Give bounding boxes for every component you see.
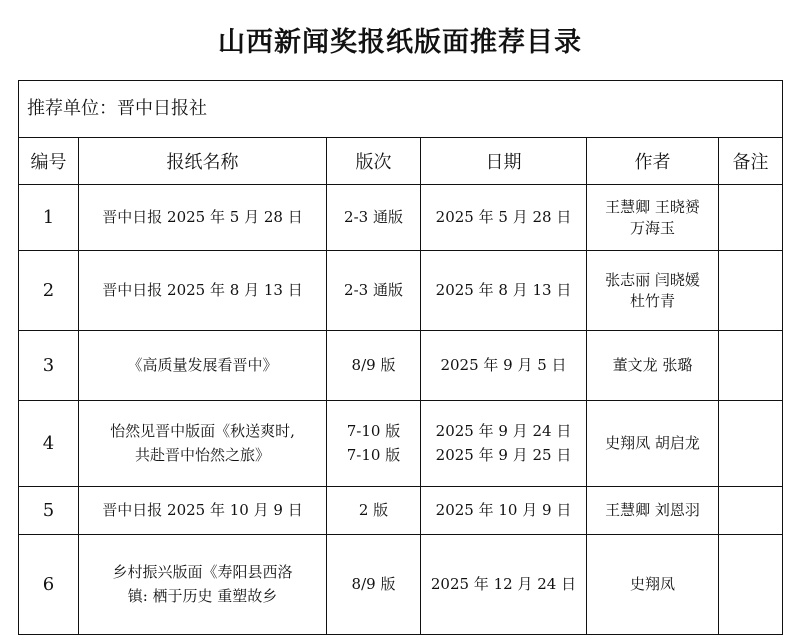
- cell-date: [421, 331, 587, 401]
- cell-date: [421, 401, 587, 487]
- cell-name: [79, 185, 327, 251]
- date-line: 2025 年 9 月 24 日: [435, 422, 572, 441]
- date-line: 2025 年 10 月 9 日: [435, 500, 572, 519]
- cell-author: [587, 251, 719, 331]
- table-row: [19, 251, 783, 331]
- table-row: [19, 185, 783, 251]
- name-line: 晋中日报 2025 年 8 月 13 日: [102, 280, 303, 299]
- date-line: 2025 年 9 月 5 日: [440, 355, 567, 374]
- cell-edition: [327, 185, 421, 251]
- cell-name: [79, 401, 327, 487]
- name-line: 共赴晋中怡然之旅》: [134, 445, 270, 464]
- name-line: 怡然见晋中版面《秋送爽时,: [110, 422, 295, 441]
- cell-remark: [719, 401, 783, 487]
- cell-date: [421, 251, 587, 331]
- author-line: 史翔凤 胡启龙: [605, 434, 700, 452]
- cell-date: [421, 487, 587, 535]
- cell-remark: [719, 487, 783, 535]
- edition-line: 2-3 通版: [344, 280, 403, 299]
- cell-no: 5: [19, 487, 79, 535]
- cell-date: [421, 535, 587, 635]
- header-row: [19, 138, 783, 185]
- cell-edition: [327, 487, 421, 535]
- header-date: 日期: [421, 138, 587, 185]
- cell-no: 6: [19, 535, 79, 635]
- cell-no: 2: [19, 251, 79, 331]
- cell-author: [587, 535, 719, 635]
- cell-author: [587, 487, 719, 535]
- cell-name: [79, 535, 327, 635]
- cell-edition: [327, 535, 421, 635]
- document-title: 山西新闻奖报纸版面推荐目录: [218, 27, 582, 58]
- cell-author: [587, 401, 719, 487]
- cell-edition: [327, 251, 421, 331]
- cell-edition: [327, 331, 421, 401]
- name-line: 乡村振兴版面《寿阳县西洛: [112, 563, 293, 582]
- date-line: 2025 年 5 月 28 日: [435, 207, 572, 226]
- header-name: 报纸名称: [79, 138, 327, 185]
- date-line: 2025 年 12 月 24 日: [430, 574, 577, 593]
- cell-no: 1: [19, 185, 79, 251]
- edition-line: 7-10 版: [346, 445, 401, 464]
- table-row: [19, 535, 783, 635]
- author-line: 杜竹青: [629, 291, 675, 310]
- edition-line: 8/9 版: [351, 355, 396, 374]
- name-line: 《高质量发展看晋中》: [127, 355, 278, 374]
- cell-remark: [719, 331, 783, 401]
- table-row: [19, 331, 783, 401]
- cell-edition: [327, 401, 421, 487]
- cell-name: [79, 487, 327, 535]
- author-line: 万海玉: [629, 218, 675, 237]
- edition-line: 2 版: [358, 500, 389, 519]
- name-line: 晋中日报 2025 年 10 月 9 日: [102, 500, 303, 519]
- edition-line: 7-10 版: [346, 422, 401, 441]
- edition-line: 2-3 通版: [344, 207, 403, 226]
- cell-no: 3: [19, 331, 79, 401]
- cell-author: [587, 185, 719, 251]
- unit-row: [19, 81, 783, 138]
- header-no: 编号: [19, 138, 79, 185]
- table-row: [19, 401, 783, 487]
- table-row: [19, 487, 783, 535]
- cell-remark: [719, 185, 783, 251]
- date-line: 2025 年 9 月 25 日: [435, 445, 572, 464]
- header-edition: 版次: [327, 138, 421, 185]
- name-line: 晋中日报 2025 年 5 月 28 日: [102, 207, 303, 226]
- date-line: 2025 年 8 月 13 日: [435, 280, 572, 299]
- author-line: 王慧卿 王晓赟: [605, 197, 700, 216]
- header-author: 作者: [587, 138, 719, 185]
- recommendation-table: [18, 80, 783, 635]
- edition-line: 8/9 版: [351, 574, 396, 593]
- cell-author: [587, 331, 719, 401]
- author-line: 史翔凤: [629, 575, 675, 593]
- recommending-unit: 推荐单位：晋中日报社: [19, 81, 783, 138]
- author-line: 王慧卿 刘恩羽: [605, 501, 700, 519]
- header-remark: 备注: [719, 138, 783, 185]
- cell-remark: [719, 535, 783, 635]
- name-line: 镇: 栖于历史 重塑故乡: [127, 586, 278, 605]
- table-body: [19, 185, 783, 635]
- author-line: 董文龙 张璐: [612, 356, 693, 374]
- cell-date: [421, 185, 587, 251]
- cell-no: 4: [19, 401, 79, 487]
- cell-name: [79, 331, 327, 401]
- cell-remark: [719, 251, 783, 331]
- author-line: 张志丽 闫晓媛: [605, 270, 700, 289]
- cell-name: [79, 251, 327, 331]
